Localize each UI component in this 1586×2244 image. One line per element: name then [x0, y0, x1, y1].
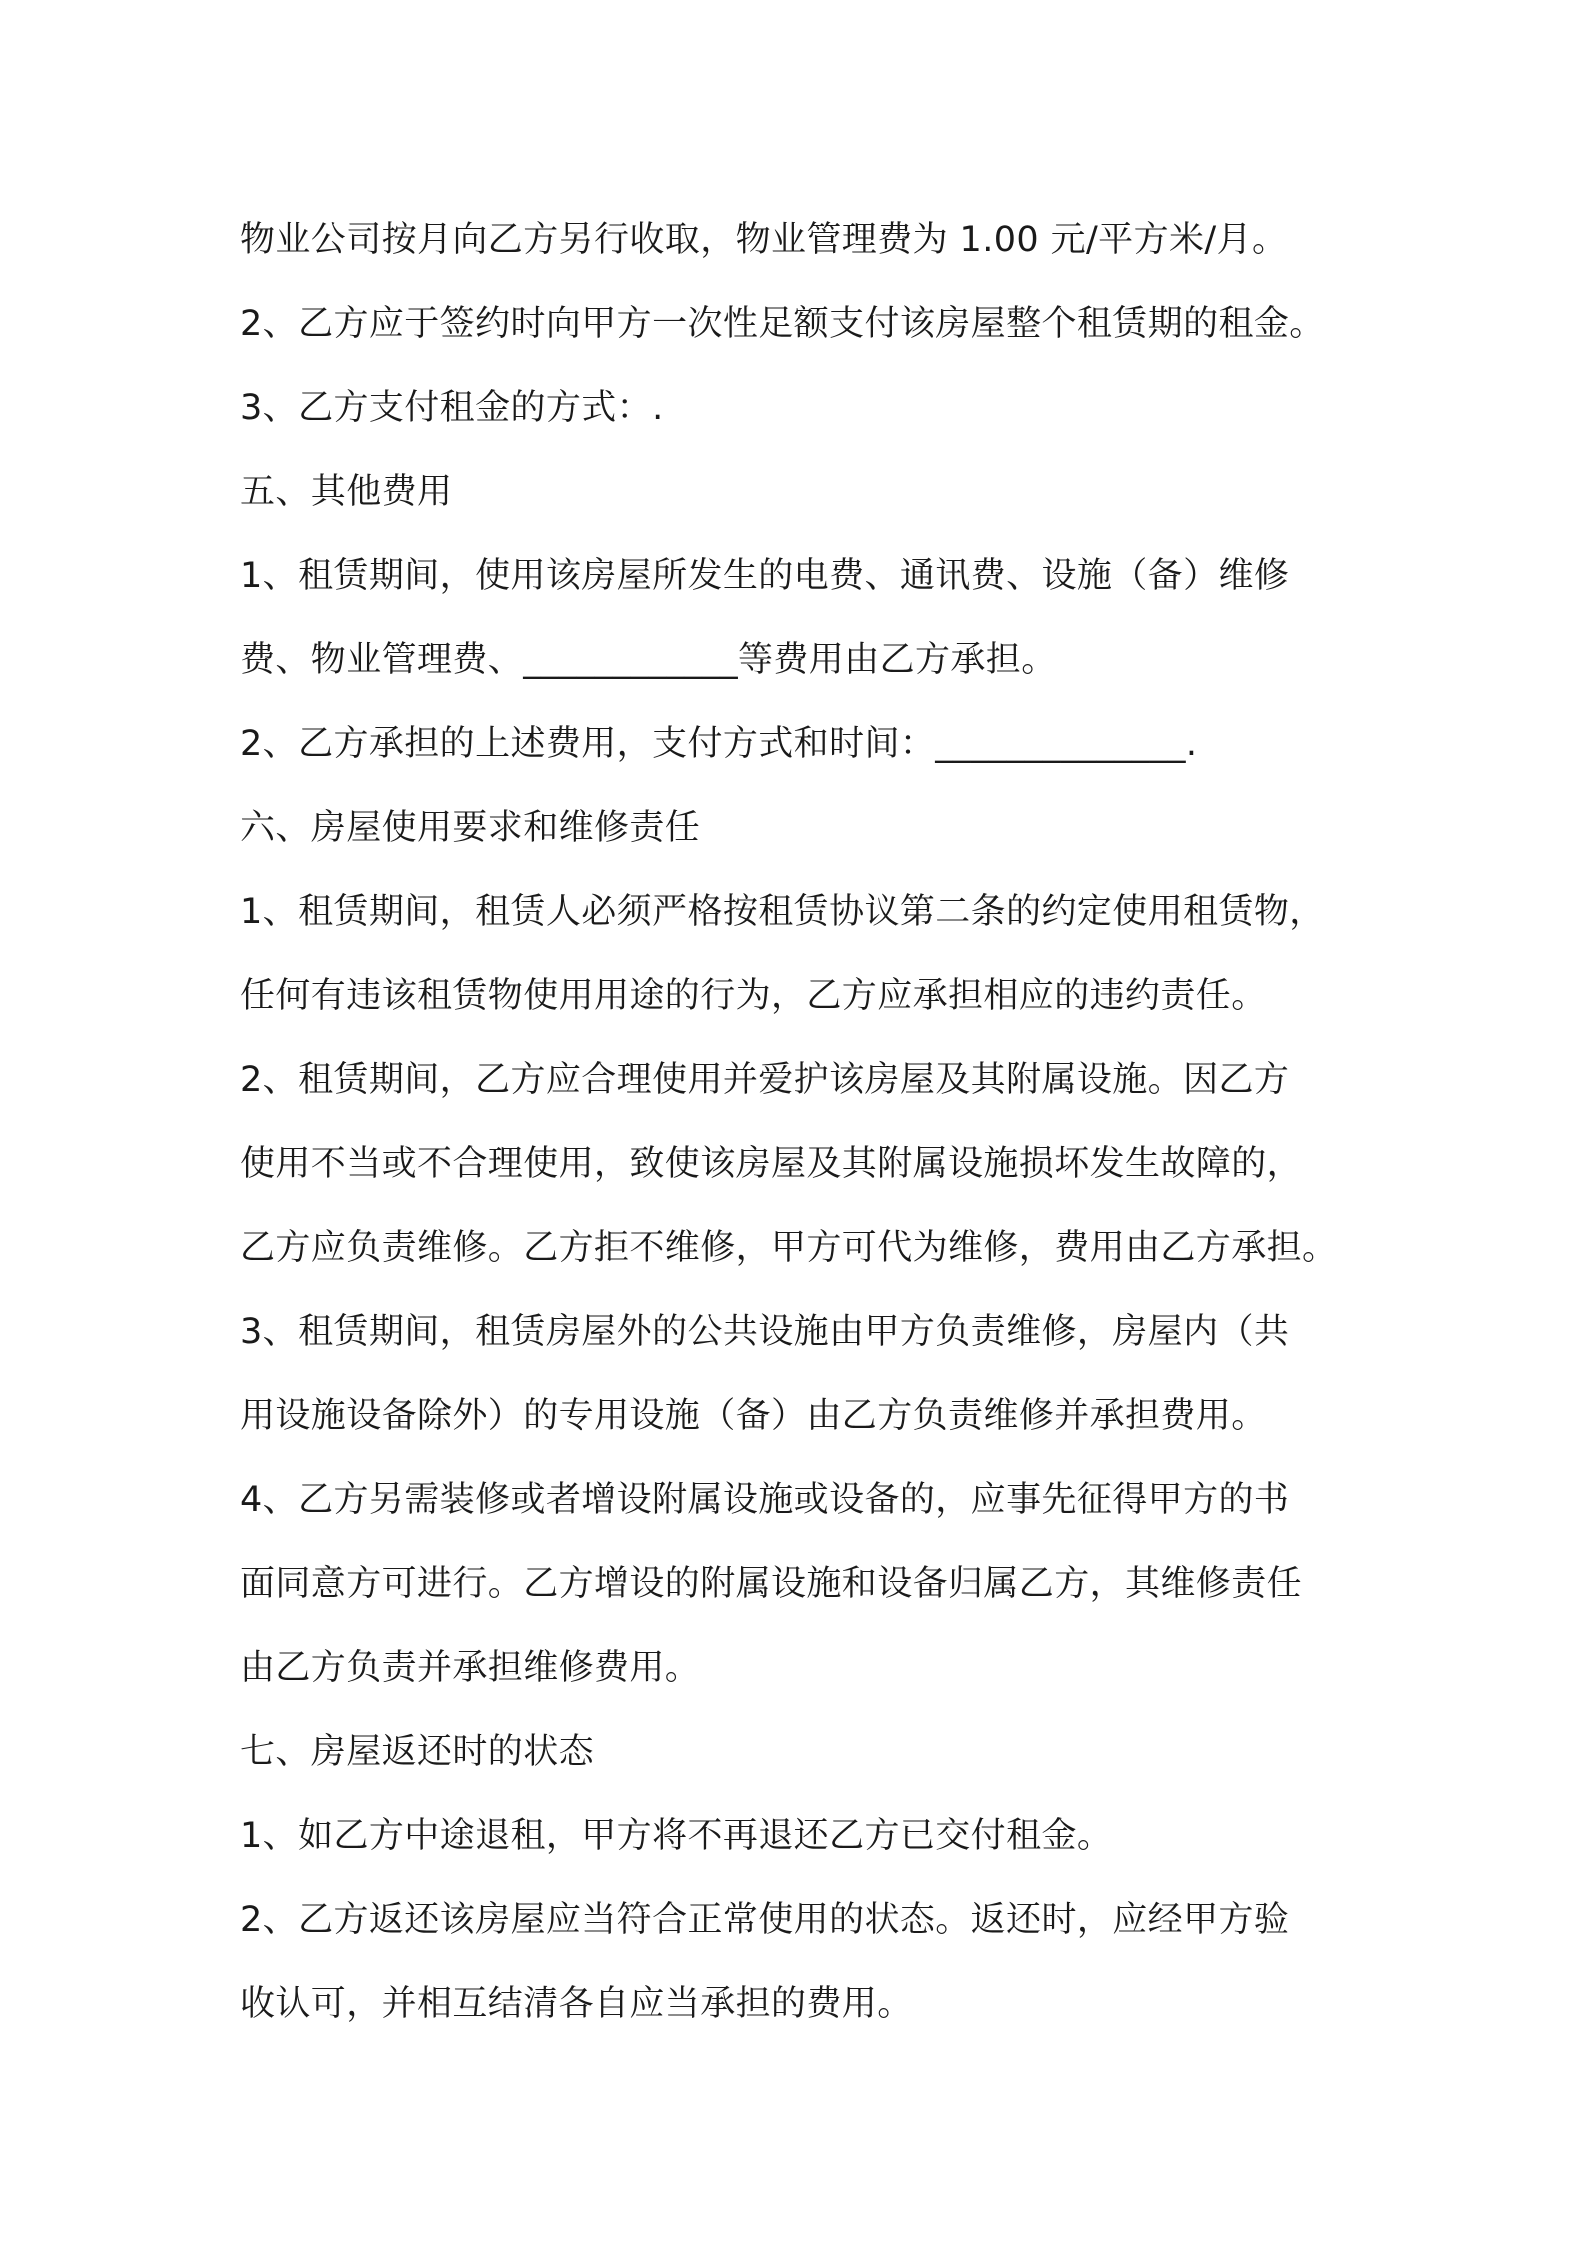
text-line: 4、乙方另需装修或者增设附属设施或设备的，应事先征得甲方的书 [240, 1480, 1290, 1520]
document-body [240, 198, 1380, 2046]
text-line: 1、如乙方中途退租，甲方将不再退还乙方已交付租金。 [240, 1816, 1113, 1856]
text-line: 1、租赁期间，使用该房屋所发生的电费、通讯费、设施（备）维修 [240, 556, 1290, 596]
text-line: 由乙方负责并承担维修费用。 [240, 1648, 701, 1688]
text-line: 物业公司按月向乙方另行收取，物业管理费为 1.00 元/平方米/月。 [240, 220, 1288, 260]
text-line: 使用不当或不合理使用，致使该房屋及其附属设施损坏发生故障的， [240, 1144, 1303, 1184]
text-line: 乙方应负责维修。乙方拒不维修，甲方可代为维修，费用由乙方承担。 [240, 1228, 1338, 1268]
section-heading-usage-maintenance: 六、房屋使用要求和维修责任 [240, 808, 701, 848]
text-line: 3、租赁期间，租赁房屋外的公共设施由甲方负责维修，房屋内（共 [240, 1312, 1290, 1352]
text-line: 2、乙方承担的上述费用，支付方式和时间：______________. [240, 724, 1198, 764]
text-line: 2、乙方返还该房屋应当符合正常使用的状态。返还时，应经甲方验 [240, 1900, 1290, 1940]
section-heading-return-state: 七、房屋返还时的状态 [240, 1732, 595, 1772]
text-line: 2、租赁期间，乙方应合理使用并爱护该房屋及其附属设施。因乙方 [240, 1060, 1290, 1100]
text-line: 用设施设备除外）的专用设施（备）由乙方负责维修并承担费用。 [240, 1396, 1267, 1436]
text-line: 收认可，并相互结清各自应当承担的费用。 [240, 1984, 913, 2024]
text-line: 3、乙方支付租金的方式：. [240, 388, 664, 428]
text-line: 任何有违该租赁物使用用途的行为，乙方应承担相应的违约责任。 [240, 976, 1267, 1016]
text-line: 面同意方可进行。乙方增设的附属设施和设备归属乙方，其维修责任 [240, 1564, 1303, 1604]
section-heading-other-fees: 五、其他费用 [240, 472, 453, 512]
text-line: 2、乙方应于签约时向甲方一次性足额支付该房屋整个租赁期的租金。 [240, 304, 1325, 344]
text-line: 1、租赁期间，租赁人必须严格按租赁协议第二条的约定使用租赁物， [240, 892, 1325, 932]
text-line: 费、物业管理费、____________等费用由乙方承担。 [240, 640, 1057, 680]
